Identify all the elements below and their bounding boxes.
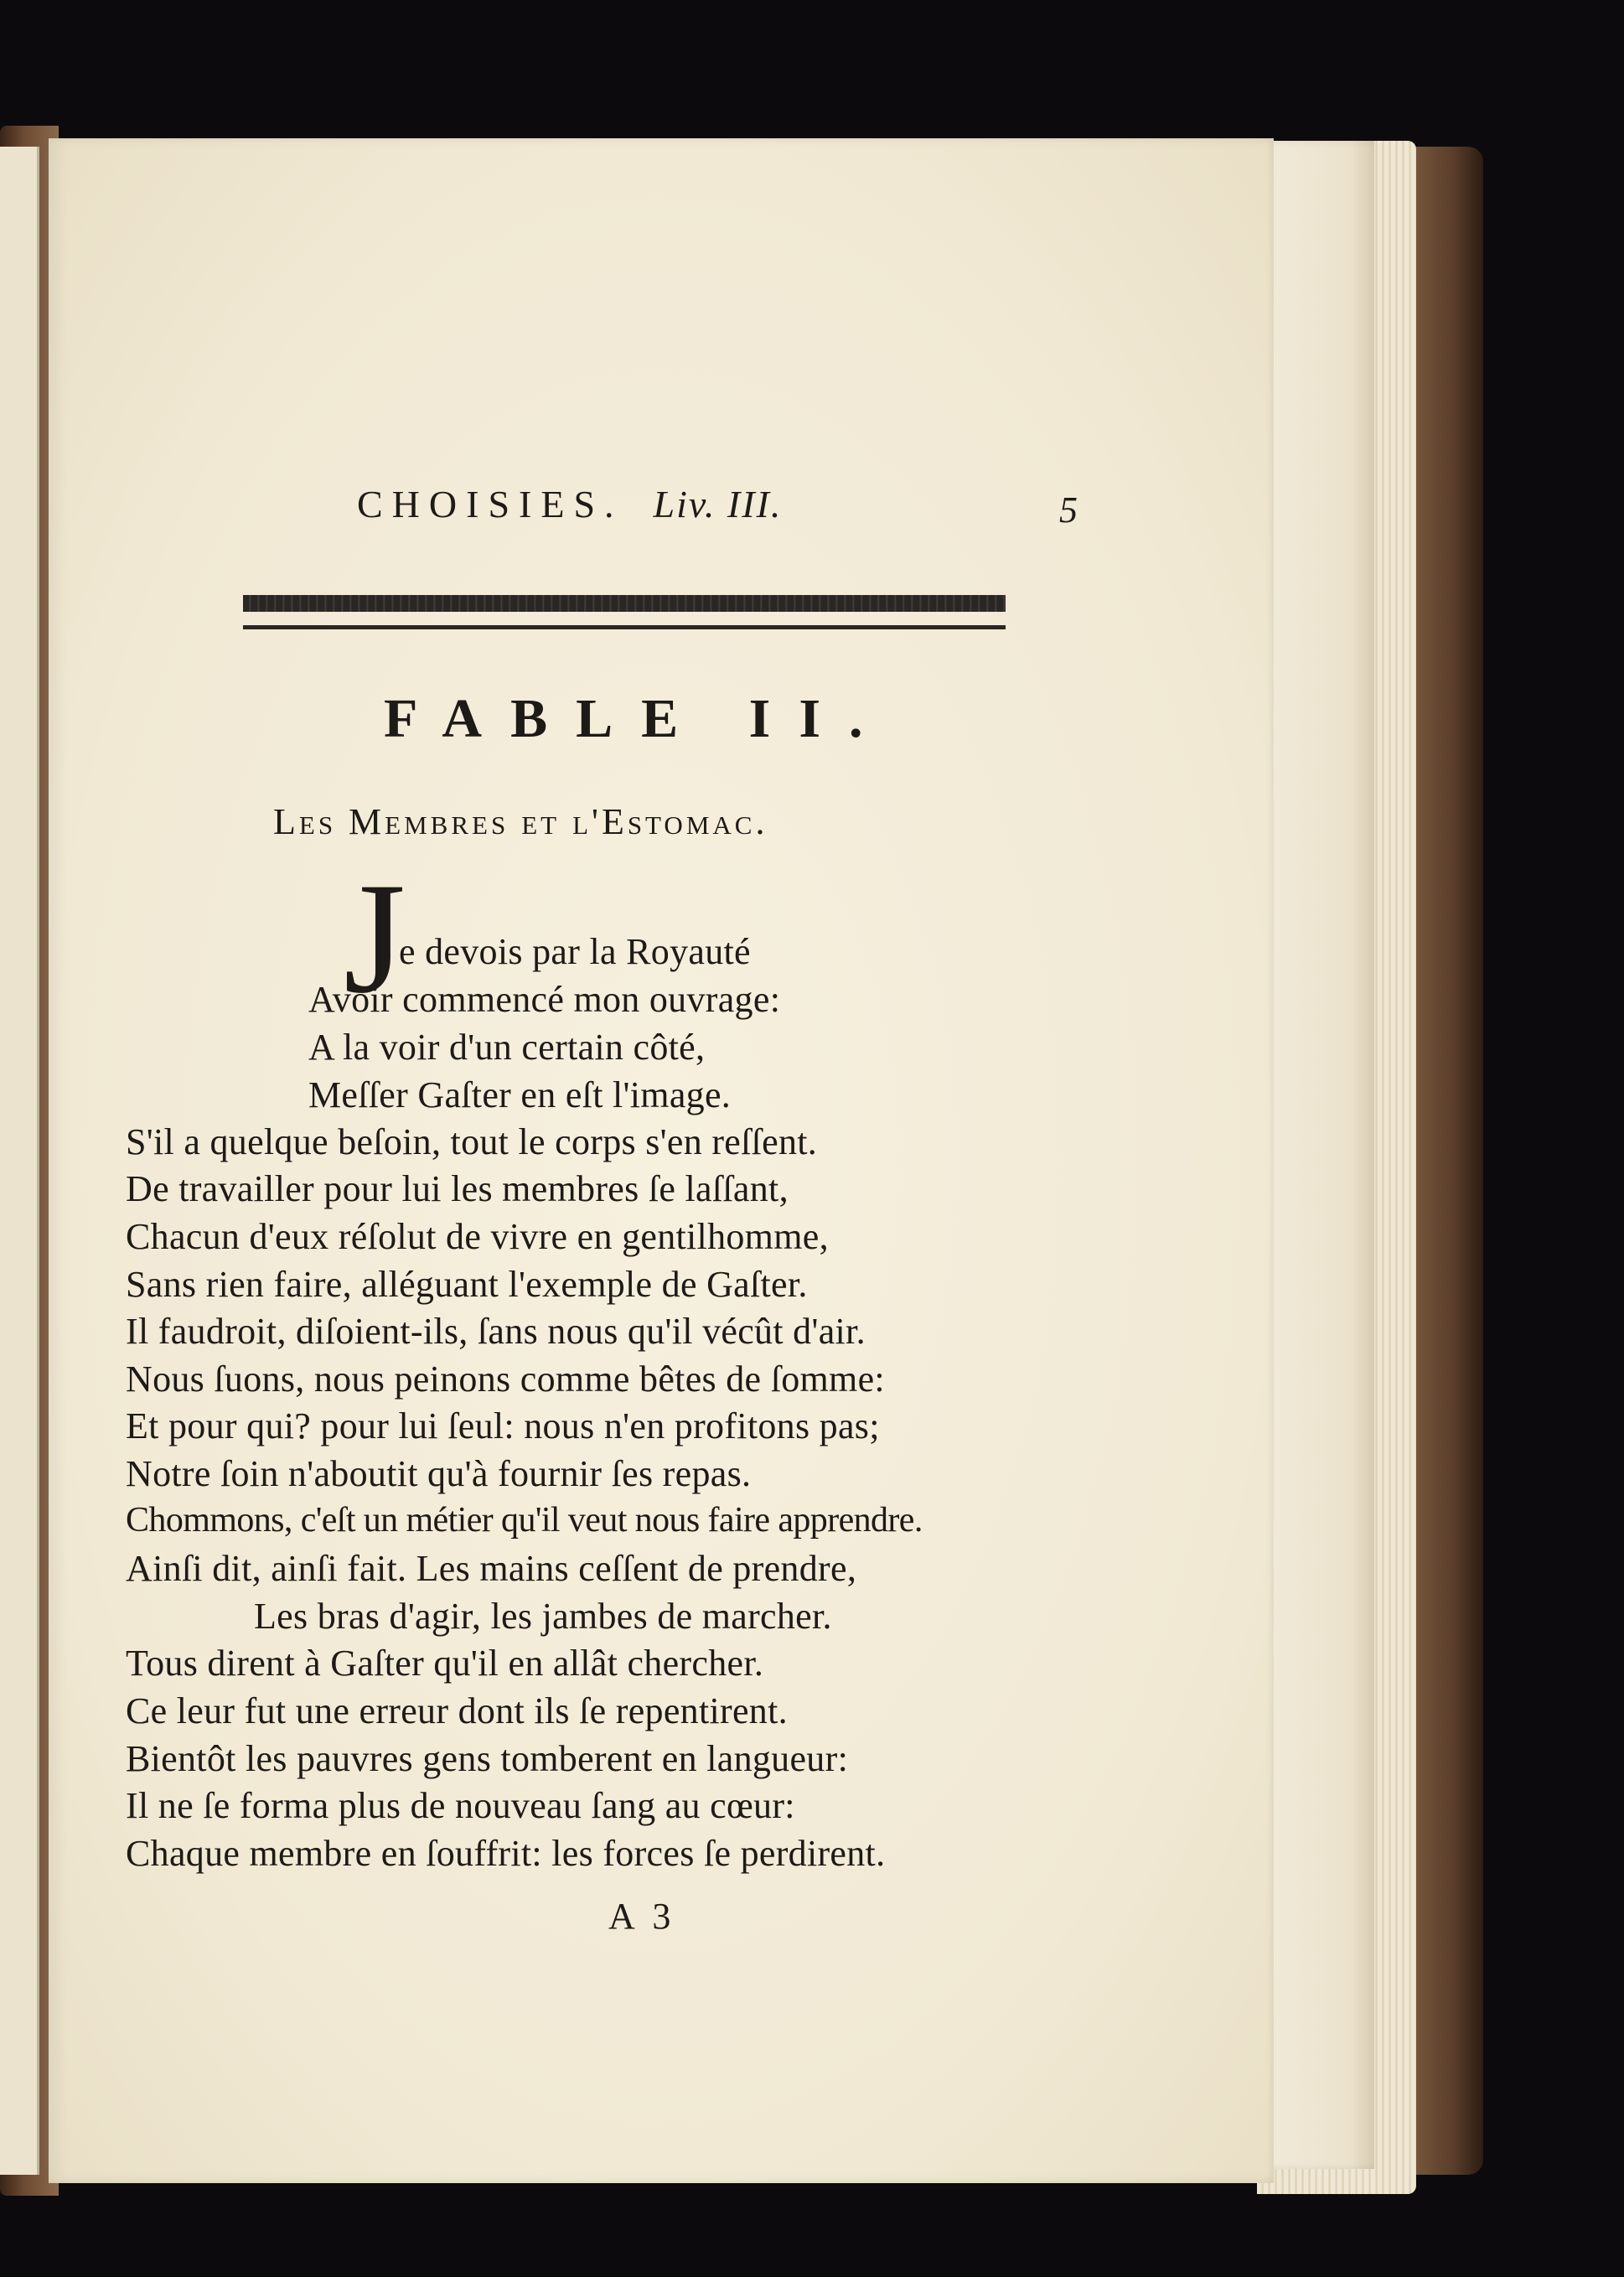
verse-line: Meſſer Gaſter en eſt l'image. <box>308 1074 732 1115</box>
verse-line: Et pour qui? pour lui ſeul: nous n'en profitons pas; <box>126 1405 880 1446</box>
running-head-title: CHOISIES. <box>357 483 623 525</box>
page-number: 5 <box>1059 489 1078 530</box>
verse-line: Bientôt les pauvres gens tomberent en langueur: <box>126 1738 849 1779</box>
verse-line: Tous dirent à Gaſter qu'il en allât chercher. <box>126 1643 764 1684</box>
running-head <box>357 482 782 526</box>
verse-line: Chaque membre en ſouffrit: les forces ſe perdirent. <box>126 1833 886 1874</box>
book-page <box>49 138 1274 2183</box>
verse-line: Chommons, c'eſt un métier qu'il veut nous faire apprendre. <box>126 1501 923 1540</box>
ornamental-rule-thin <box>243 625 1006 629</box>
verse-line: Sans rien faire, alléguant l'exemple de Gaſter. <box>126 1264 808 1305</box>
verse-line: Les bras d'agir, les jambes de marcher. <box>254 1596 832 1637</box>
signature-mark: A 3 <box>608 1896 676 1937</box>
drop-cap: J <box>344 851 406 1027</box>
ornamental-rule-thick <box>243 595 1006 612</box>
verse-line: A la voir d'un certain côté, <box>308 1027 706 1068</box>
book-cover-right <box>1408 147 1483 2175</box>
running-head-book: Liv. III. <box>653 483 783 525</box>
verse-line: Chacun d'eux réſolut de vivre en gentilhomme, <box>126 1216 829 1257</box>
verse-line: Ce leur fut une erreur dont ils ſe repentirent. <box>126 1690 788 1731</box>
verse-line: e devois par la Royauté <box>399 931 751 972</box>
verse-line: S'il a quelque beſoin, tout le corps s'en reſſent. <box>126 1121 818 1162</box>
verse-line: Il ne ſe forma plus de nouveau ſang au cœur: <box>126 1785 795 1826</box>
verse-line: Ainſi dit, ainſi fait. Les mains ceſſent de prendre, <box>126 1548 857 1589</box>
verse-line: De travailler pour lui les membres ſe laſſant, <box>126 1168 789 1209</box>
page-edge-front <box>1257 141 1374 2169</box>
verse-line: Nous ſuons, nous peinons comme bêtes de ſomme: <box>126 1358 885 1400</box>
facing-page-sliver <box>0 147 39 2175</box>
fable-subtitle: Les Membres et l'Estomac. <box>273 801 768 842</box>
verse-line: Il faudroit, diſoient-ils, ſans nous qu'il vécût d'air. <box>126 1311 866 1352</box>
fable-title: FABLE II. <box>384 688 892 749</box>
verse-line: Notre ſoin n'aboutit qu'à fournir ſes repas. <box>126 1453 752 1494</box>
verse-line: Avoir commencé mon ouvrage: <box>308 979 781 1020</box>
